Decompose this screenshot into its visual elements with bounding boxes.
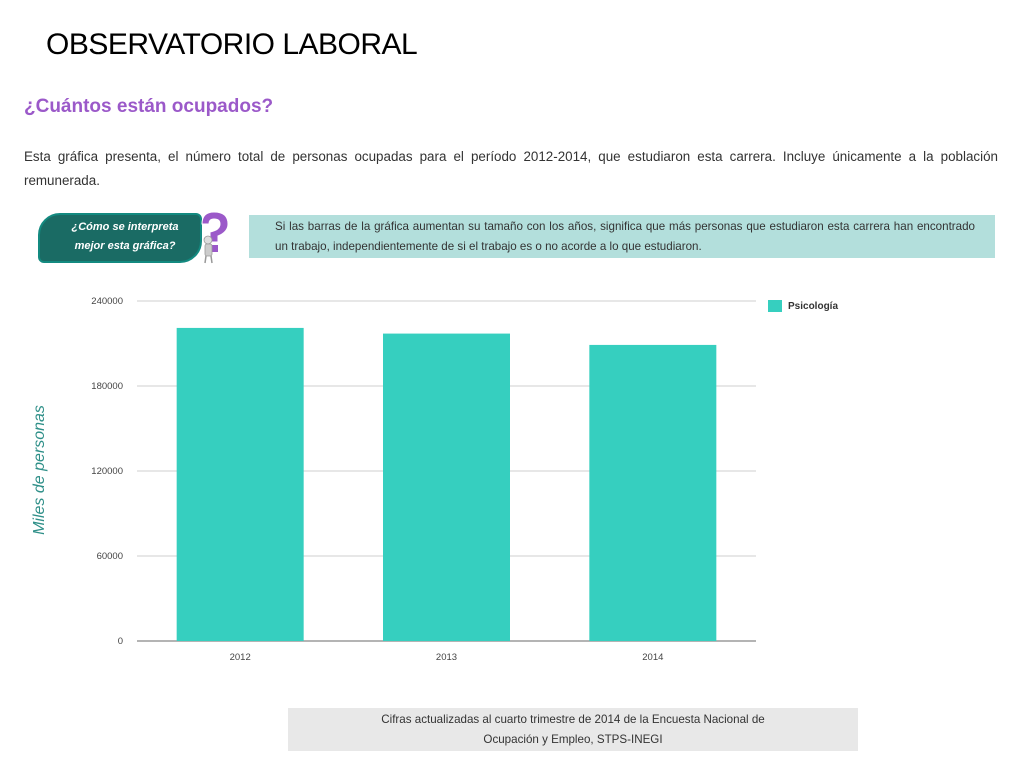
y-tick-label: 60000 (96, 551, 123, 562)
source-box (288, 708, 858, 751)
y-tick-label: 240000 (91, 296, 123, 307)
slide-title: OBSERVATORIO LABORAL (46, 28, 418, 61)
x-tick-label: 2013 (435, 652, 458, 663)
help-text-line2: mejor esta gráfica? (74, 240, 176, 252)
y-tick-label: 180000 (91, 381, 123, 392)
bar-2014 (589, 345, 716, 641)
help-text-line1: ¿Cómo se interpreta (71, 221, 179, 233)
y-axis-label: Miles de personas (31, 405, 48, 535)
bar-2013 (383, 334, 510, 641)
source-text-line2: Ocupación y Empleo, STPS-INEGI (483, 733, 663, 746)
bar-2012 (177, 328, 304, 641)
y-tick-label: 120000 (91, 466, 123, 477)
section-heading: ¿Cuántos están ocupados? (24, 96, 274, 117)
note-text: Si las barras de la gráfica aumentan su tamaño con los años, significa que más personas que estudiaron esta carrera han encontrado un trabajo, independientemente de si el trabajo es o no acorde a lo que estudiaron. (275, 220, 975, 253)
y-tick-label: 0 (117, 636, 123, 647)
source-text-line1: Cifras actualizadas al cuarto trimestre de 2014 de la Encuesta Nacional de (381, 713, 765, 726)
source-text (288, 710, 858, 750)
x-tick-label: 2012 (229, 652, 251, 663)
legend-swatch (768, 300, 782, 312)
x-tick-label: 2014 (642, 652, 664, 663)
intro-text: Esta gráfica presenta, el número total de personas ocupadas para el período 2012-2014, que estudiaron esta carrera. Incluye únicamente a la población remunerada. (24, 149, 998, 188)
chart-legend (768, 300, 838, 312)
legend-label: Psicología (788, 300, 839, 312)
